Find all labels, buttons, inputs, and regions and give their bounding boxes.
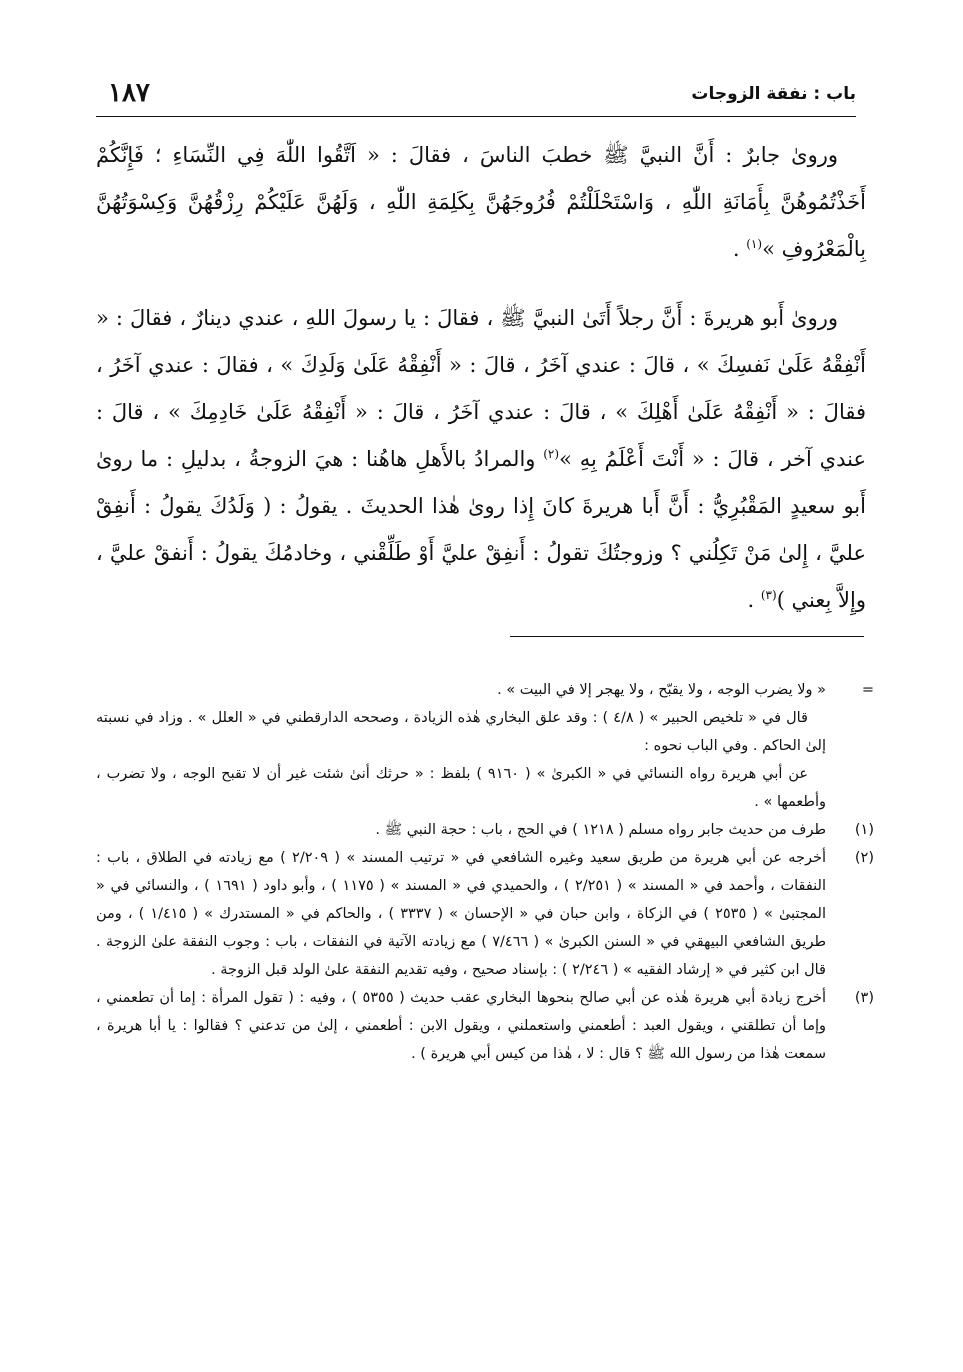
chapter-title: باب : نفقة الزوجات xyxy=(691,84,856,104)
footnote-ref-1: (١) xyxy=(746,237,763,251)
paragraph-jabir xyxy=(96,132,866,273)
footnote-continuation xyxy=(96,676,878,816)
footnote-ref-2: (٢) xyxy=(543,447,560,461)
continuation-body xyxy=(96,676,826,816)
footnote-1 xyxy=(96,816,878,844)
footnote-number: (٢) xyxy=(854,850,874,866)
footnote-number: (١) xyxy=(854,822,874,838)
main-text xyxy=(96,132,866,646)
footnote-text: أخرج زيادة أبي هريرة هٰذه عن أبي صالح بنحوها البخاري عقب حديث ( ٥٣٥٥ ) ، وفيه : ( تقول المرأة : إما أن تطعمني ، وإما أن تطلقني ، ويقول العبد : أطعمني واستعملني ، ويقول الابن : أطعمني ، إلىٰ من تدعني ؟ فقالوا : يا أبا هريرة ، سمعت هٰذا من رسول الله ﷺ ؟ قال : لا ، هٰذا من كيس أبي هريرة ) . xyxy=(96,990,826,1062)
paragraph-abu-hurayra-cont: والمرادُ بالأَهلِ هاهُنا : هيَ الزوجةُ ، بدليلِ : ما رویٰ أَبو سعيدٍ المَقْبُرِيُّ : أَنَّ أَبا هريرةَ كانَ إِذا رویٰ هٰذا الحديثَ . يقولُ : ( وَلَدُكَ يقولُ : أَنفِقْ عليَّ ، إِلىٰ مَنْ تَكِلُني ؟ وزوجتُكَ تقولُ : أَنفِقْ عليَّ أَوْ طَلِّقْني ، وخادمُكَ يقولُ : أَنفقْ عليَّ ، وإِلاَّ بِعني ) xyxy=(96,447,866,612)
paragraph-abu-hurayra xyxy=(96,295,866,624)
paragraph-abu-hurayra-text: ورویٰ أَبو هريرةَ : أَنَّ رجلاً أَتَىٰ النبيَّ ﷺ ، فقالَ : يا رسولَ اللهِ ، عندي دينارٌ ، فقالَ : « أَنْفِقْهُ عَلَىٰ نَفسِكَ » ، قالَ : عندي آخَرُ ، قالَ : « أَنْفِقْهُ عَلَىٰ وَلَدِكَ » ، فقالَ : عندي آخَرُ ، فقالَ : « أَنْفِقْهُ عَلَىٰ أَهْلِكَ » ، قالَ : عندي آخَرُ ، قالَ : « أَنْفِقْهُ عَلَىٰ خَادِمِكَ » ، قالَ : عندي آخر ، قالَ : « أَنْتَ أَعْلَمُ بِهِ » xyxy=(96,306,866,471)
continuation-mark: = xyxy=(861,682,874,698)
footnote-number: (٣) xyxy=(854,990,874,1006)
footnotes xyxy=(96,676,878,1068)
continuation-line: « ولا يضرب الوجه ، ولا يقبّح ، ولا يهجر إلا في البيت » . xyxy=(497,682,826,698)
continuation-line: قال في « تلخيص الحبير » ( ٤/٨ ) : وقد علق البخاري هٰذه الزيادة ، وصححه الدارقطني في « العلل » . وزاد في نسبته إلىٰ الحاكم . وفي الباب نحوه : xyxy=(96,710,826,754)
footnote-text: طرف من حديث جابر رواه مسلم ( ١٢١٨ ) في الحج ، باب : حجة النبي ﷺ . xyxy=(375,822,826,838)
paragraph-abu-hurayra-end: . xyxy=(747,588,761,612)
footnote-ref-3: (٣) xyxy=(760,588,777,602)
footnote-text: أخرجه عن أبي هريرة من طريق سعيد وغيره الشافعي في « ترتيب المسند » ( ٢/٢٠٩ ) مع زيادته في الطلاق ، باب : النفقات ، وأحمد في « المسند » ( ٢/٢٥١ ) ، والحميدي في « المسند » ( ١١٧٥ ) ، وأبو داود ( ١٦٩١ ) ، والنسائي في « المجتبىٰ » ( ٢٥٣٥ ) في الزكاة ، وابن حبان في « الإحسان » ( ٣٣٣٧ ) ، والحاكم في « المستدرك » ( ١/٤١٥ ) ، ومن طريق الشافعي البيهقي في « السنن الكبرىٰ » ( ٧/٤٦٦ ) مع زيادته الآتية في النفقات ، باب : وجوب النفقة علىٰ الزوجة . قال ابن كثير في « إرشاد الفقيه » ( ٢/٢٤٦ ) : بإسناد صحيح ، وفيه تقديم النفقة علىٰ الولد قبل الزوجة . xyxy=(96,850,826,978)
continuation-line: عن أبي هريرة رواه النسائي في « الكبرىٰ » ( ٩١٦٠ ) بلفظ : « حرثك أنىٰ شئت غير أن لا تقبح الوجه ، ولا تضرب ، وأطعمها » . xyxy=(96,766,826,810)
page-number: ١٨٧ xyxy=(108,78,150,108)
footnote-separator xyxy=(510,636,864,637)
running-header xyxy=(96,78,856,117)
footnote-2 xyxy=(96,844,878,984)
footnote-3 xyxy=(96,984,878,1068)
paragraph-jabir-end: . xyxy=(732,237,747,261)
paragraph-jabir-text: ورویٰ جابرٌ : أَنَّ النبيَّ ﷺ خطبَ الناسَ ، فقالَ : « اَتَّقُوا اللّٰهَ فِي النِّسَاءِ ؛ فَإِنَّكُمْ أَخَذْتُمُوهُنَّ بِأَمَانَةِ اللّٰهِ ، وَاسْتَحْلَلْتُمْ فُرُوجَهُنَّ بِكَلِمَةِ اللّٰهِ ، وَلَهُنَّ عَلَيْكُمْ رِزْقُهُنَّ وَكِسْوَتُهُنَّ بِالْمَعْرُوفِ » xyxy=(96,143,866,261)
